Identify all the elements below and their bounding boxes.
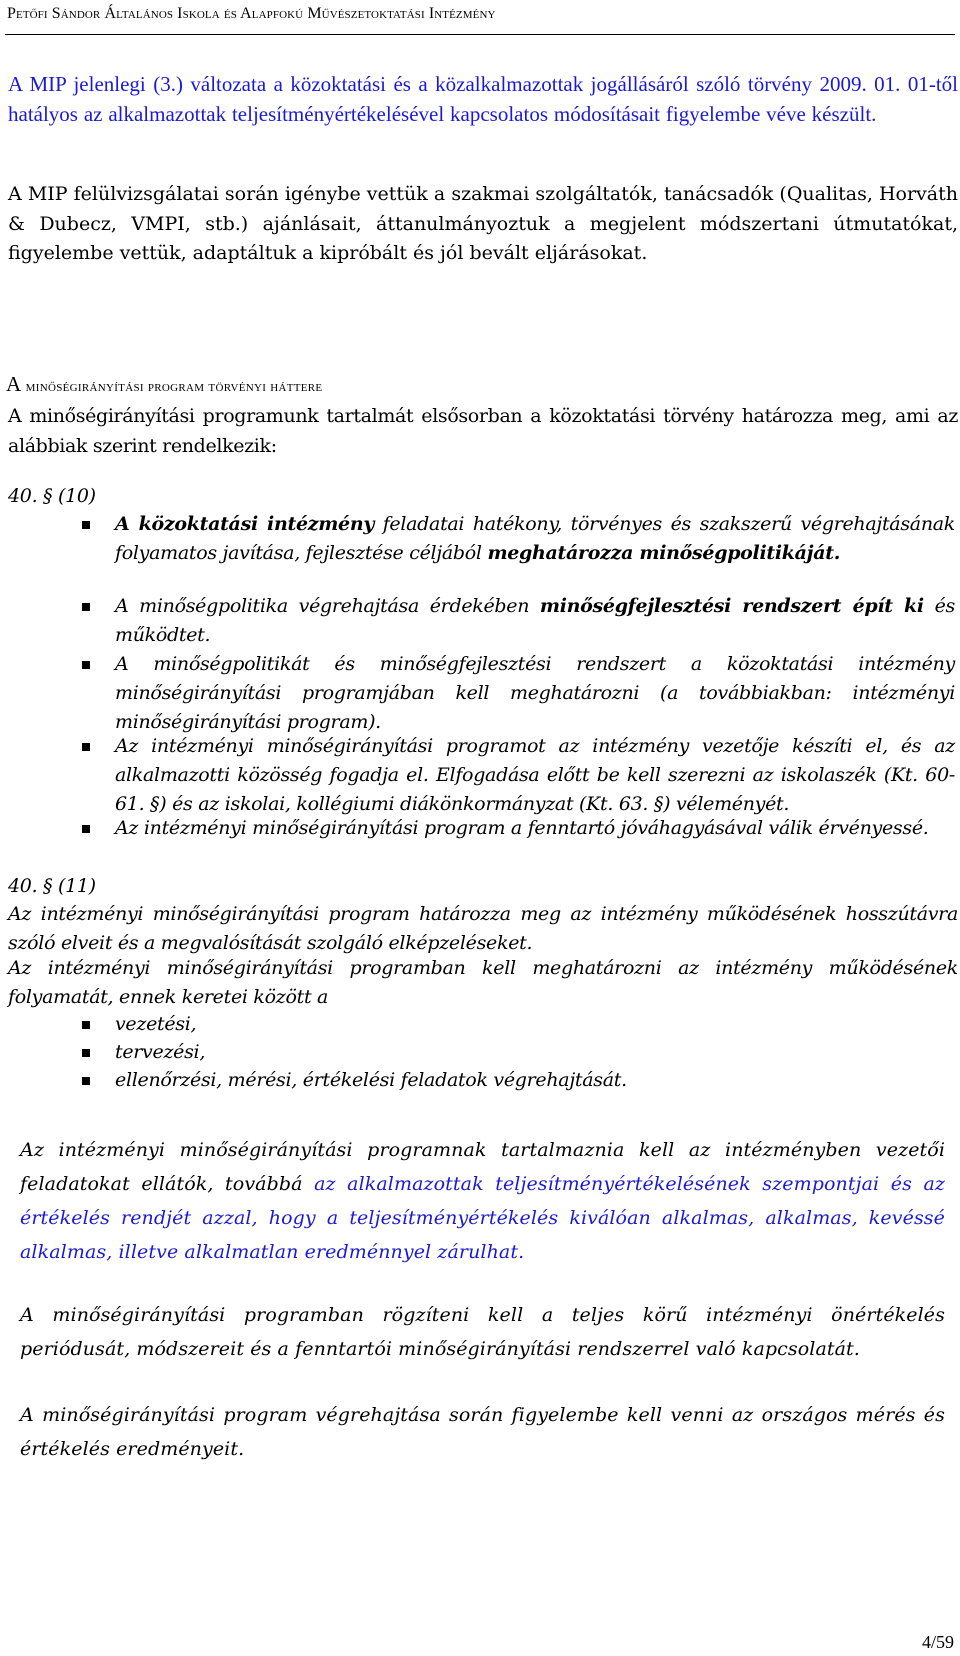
- institution-name: Petőfi Sándor Általános Iskola és Alapfokú Művészetoktatási Intézmény: [7, 5, 496, 22]
- process-item: vezetési,: [115, 1013, 197, 1035]
- bullet-icon: [82, 661, 90, 669]
- intro-paragraph-1: A MIP jelenlegi (3.) változata a közoktatási és a közalkalmazottak jogállásáról szóló törvény 2009. 01. 01-től hatályos az alkalmazottak teljesítményértékelésével kapcsolatos módosításait figyelembe véve készült.: [8, 72, 958, 126]
- section-lead: A minőségirányítási programunk tartalmát elsősorban a közoktatási törvény határozza meg, ami az alábbiak szerint rendelkezik:: [8, 405, 958, 457]
- closing-paragraph-2: A minőségirányítási programban rögzíteni kell a teljes körű intézményi önértékelés periódusát, módszereit és a fenntartói minőségirányítási rendszerrel való kapcsolatát.: [20, 1304, 945, 1360]
- law-ref-40-10: 40. § (10): [8, 485, 96, 507]
- intro-paragraph-2: A MIP felülvizsgálatai során igénybe vettük a szakmai szolgáltatók, tanácsadók (Qualitas, Horváth & Dubecz, VMPI, stb.) ajánlásait, áttanulmányoztuk a megjelent módszertani útmutatókat, figyelembe vettük, adaptáltuk a kipróbált és jól bevált eljárásokat.: [8, 183, 958, 264]
- bullet-icon: [82, 1049, 90, 1057]
- page-header: [5, 2, 955, 35]
- bullet-icon: [82, 1077, 90, 1085]
- law-40-11-paragraph-2: Az intézményi minőségirányítási programban kell meghatározni az intézmény működésének folyamatát, ennek keretei között a: [8, 957, 958, 1008]
- process-item: ellenőrzési, mérési, értékelési feladatok végrehajtását.: [115, 1069, 627, 1091]
- closing-paragraph-1: Az intézményi minőségirányítási programnak tartalmaznia kell az intézményben vezetői feladatokat ellátók, továbbá az alkalmazottak teljesítményértékelésének szempontjai és az értékelés rendjét azzal, hogy a teljesítményértékelés kiválóan alkalmas, alkalmas, kevéssé alkalmas, illetve alkalmatlan eredménnyel zárulhat.: [20, 1139, 945, 1263]
- evaluation-criteria-text: az alkalmazottak teljesítményértékelésének szempontjai és az értékelés rendjét azzal, hogy a teljesítményértékelés kiválóan alkalmas, alkalmas, kevéssé alkalmas, illetve alkalmatlan eredménnyel zárulhat.: [20, 1173, 945, 1263]
- page-number: 4/59: [921, 1632, 954, 1652]
- law-ref-40-11: 40. § (11): [8, 875, 96, 897]
- law-item-4: Az intézményi minőségirányítási programot az intézmény vezetője készíti el, és az alkalmazotti közösség fogadja el. Elfogadása előtt be kell szerezni az iskolaszék (Kt. 60-61. §) és az iskolai, kollégiumi diákönkormányzat (Kt. 63. §) véleményét.: [115, 735, 955, 815]
- law-40-11-paragraph-1: Az intézményi minőségirányítási program határozza meg az intézmény működésének hosszútávra szóló elveit és a megvalósítását szolgáló elképzeléseket.: [8, 903, 958, 954]
- section-title-rest: minőségirányítási program törvényi háttere: [25, 379, 323, 395]
- process-item: tervezési,: [115, 1041, 206, 1063]
- closing-paragraph-3: A minőségirányítási program végrehajtása során figyelembe kell venni az országos mérés és értékelés eredményeit.: [20, 1404, 945, 1460]
- bullet-icon: [82, 825, 90, 833]
- law-item-1: A közoktatási intézmény feladatai hatékony, törvényes és szakszerű végrehajtásának folyamatos javítása, fejlesztése céljából meghatározza minőségpolitikáját.: [115, 513, 955, 564]
- law-item-5: Az intézményi minőségirányítási program a fenntartó jóváhagyásával válik érvényessé.: [115, 817, 929, 839]
- section-title: [6, 372, 322, 397]
- law-item-3: A minőségpolitikát és minőségfejlesztési rendszert a közoktatási intézmény minőségirányítási programjában kell meghatározni (a továbbiakban: intézményi minőségirányítási program).: [115, 653, 955, 733]
- bullet-icon: [82, 603, 90, 611]
- bullet-icon: [82, 743, 90, 751]
- bullet-icon: [82, 1021, 90, 1029]
- law-item-2: A minőségpolitika végrehajtása érdekében minőségfejlesztési rendszert épít ki és működtet.: [115, 595, 955, 646]
- section-title-initial: A: [6, 372, 21, 396]
- bullet-icon: [82, 521, 90, 529]
